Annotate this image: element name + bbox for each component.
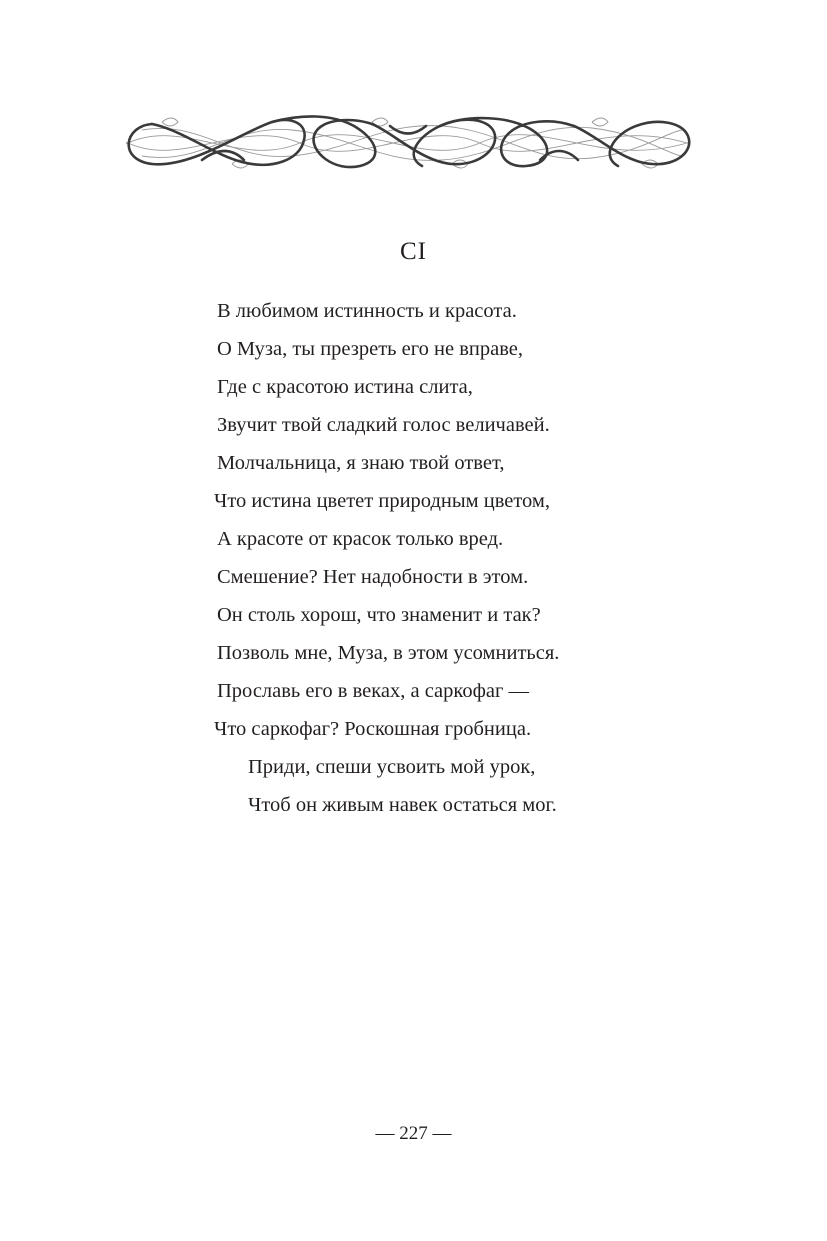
poem-line: Что истина цветет природным цветом,	[214, 490, 550, 512]
poem-line: Что саркофаг? Роскошная гробница.	[214, 718, 532, 740]
poem-line: Позволь мне, Муза, в этом усомниться.	[217, 642, 560, 664]
poem-line: Звучит твой сладкий голос величавей.	[217, 414, 550, 436]
poem-line-couplet: Приди, спеши усвоить мой урок,	[248, 756, 536, 778]
poem-line: Молчальница, я знаю твой ответ,	[217, 452, 505, 474]
sonnet-title: CI	[400, 238, 427, 265]
poem-line: В любимом истинность и красота.	[217, 300, 517, 322]
poem-line: О Муза, ты презреть его не вправе,	[217, 338, 523, 360]
page-number: — 227 —	[375, 1123, 452, 1144]
poem-line: Где с красотою истина слита,	[217, 376, 473, 398]
poem-body	[214, 296, 657, 828]
poem-line: Прославь его в веках, а саркофаг —	[217, 680, 529, 702]
poem-line-couplet: Чтоб он живым навек остаться мог.	[248, 794, 557, 816]
poem-line: Он столь хорош, что знаменит и так?	[217, 604, 541, 626]
poem-line: А красоте от красок только вред.	[217, 528, 504, 550]
poem-line: Смешение? Нет надобности в этом.	[217, 566, 529, 588]
scroll-ornament-icon	[122, 112, 694, 174]
